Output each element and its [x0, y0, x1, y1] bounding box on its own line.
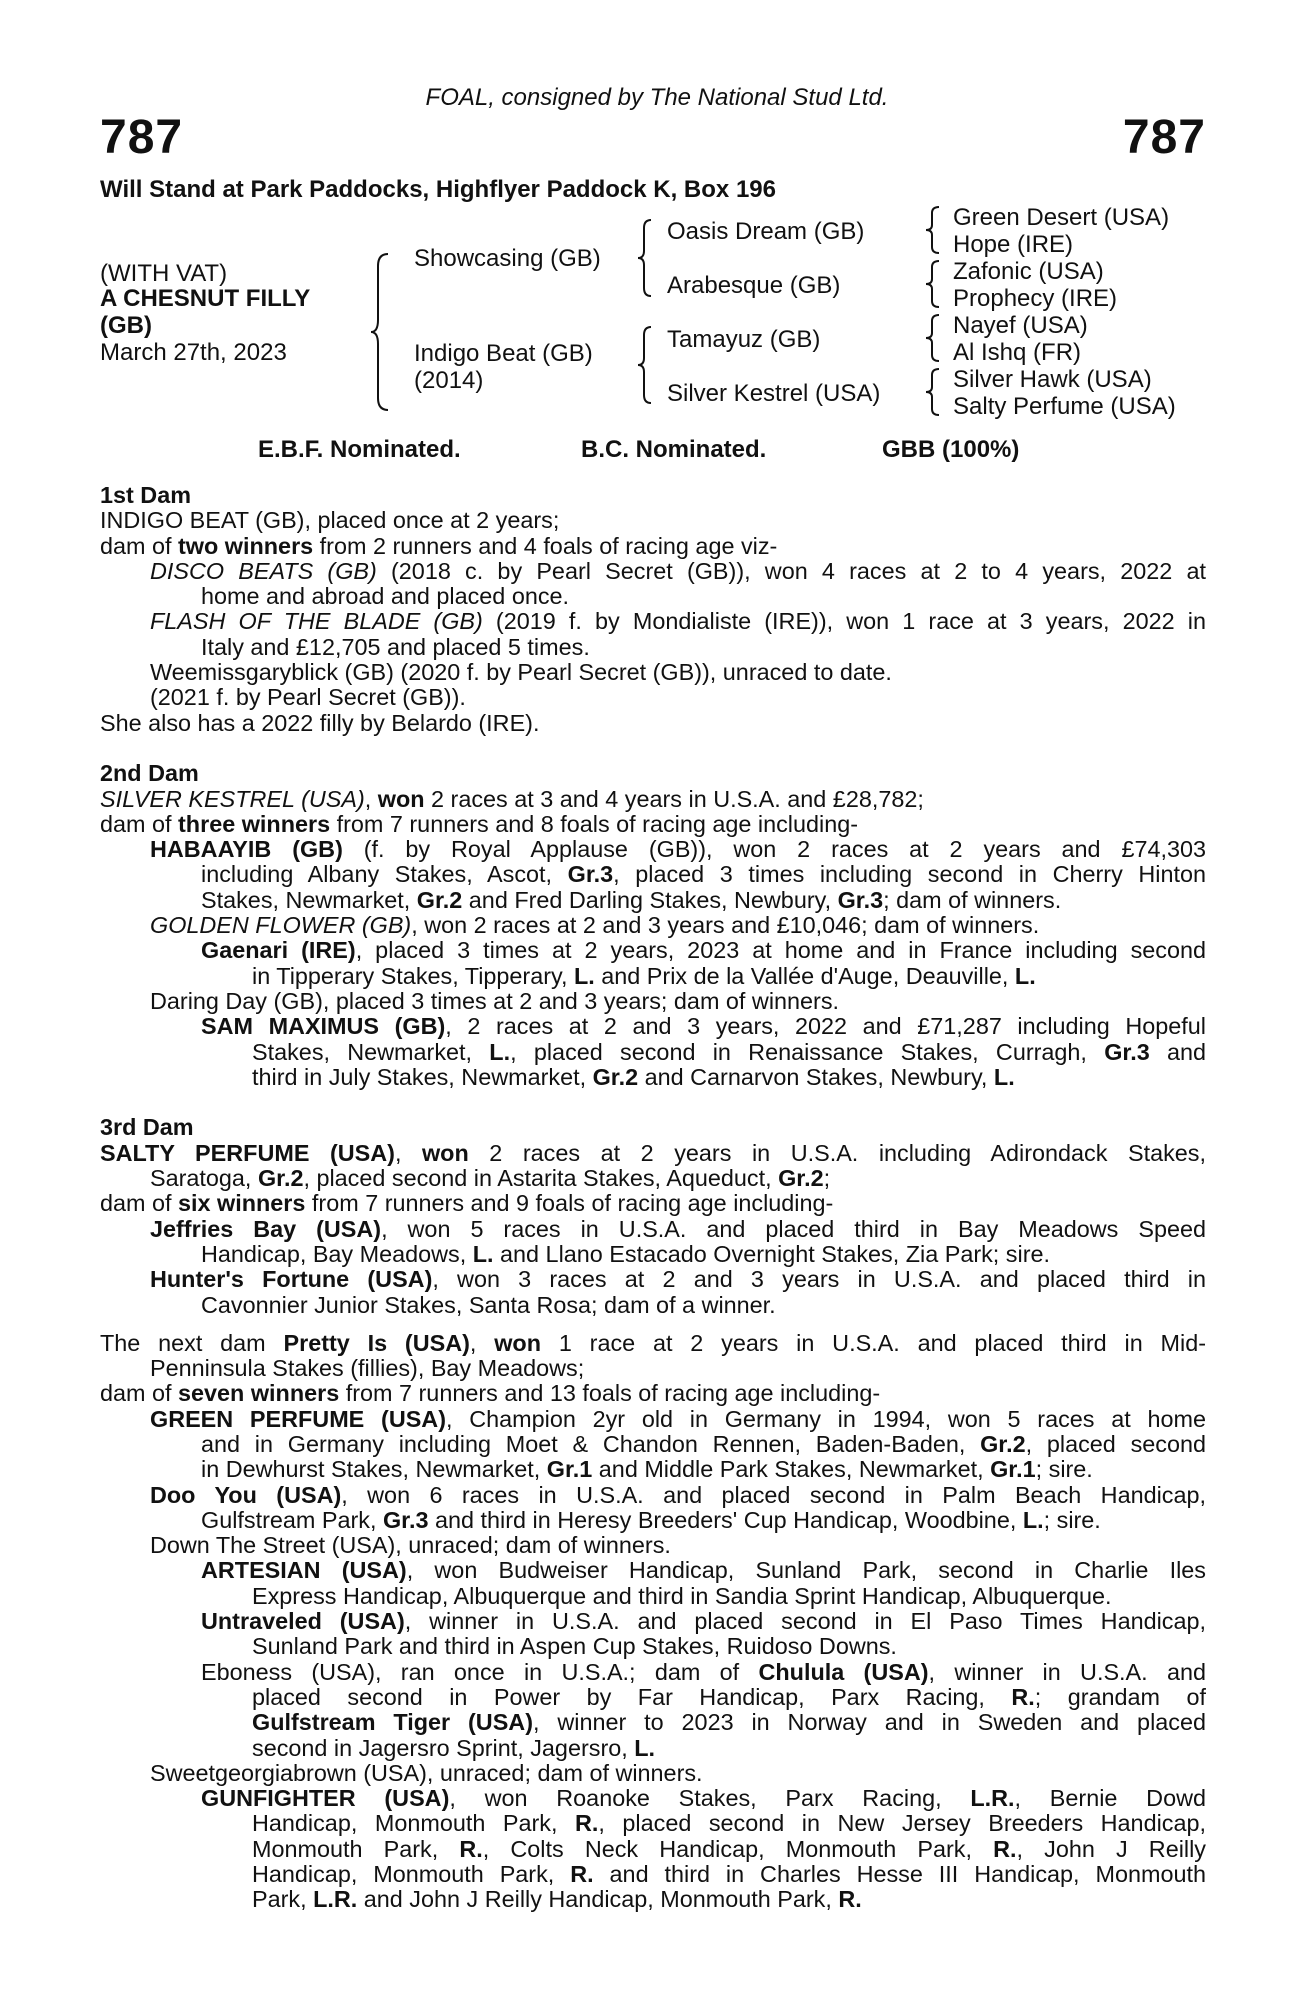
text-line: GUNFIGHTER (USA), won Roanoke Stakes, Parx Racing, L.R., Bernie Dowd: [201, 1786, 1206, 1812]
text-line: Handicap, Monmouth Park, R. and third in Charles Hesse III Handicap, Monmouth: [252, 1862, 1206, 1888]
text-line: dam of three winners from 7 runners and 8 foals of racing age including-: [100, 810, 858, 837]
gbb-status: GBB (100%): [882, 436, 1020, 463]
text-line: third in July Stakes, Newmarket, Gr.2 and Carnarvon Stakes, Newbury, L.: [252, 1063, 1015, 1090]
text-line: SAM MAXIMUS (GB), 2 races at 2 and 3 years, 2022 and £71,287 including Hopeful: [201, 1014, 1206, 1040]
sire-name: Showcasing (GB): [414, 245, 601, 272]
ebf-nomination: E.B.F. Nominated.: [258, 436, 461, 463]
text-line: home and abroad and placed once.: [201, 583, 570, 610]
first-dam-section: [100, 483, 1206, 736]
third-dam-section: [100, 1115, 1206, 1317]
ggp-4: Prophecy (IRE): [953, 285, 1118, 312]
text-line: Stakes, Newmarket, L., placed second in Renaissance Stakes, Curragh, Gr.3 and: [252, 1039, 1206, 1065]
foaling-date: March 27th, 2023: [100, 339, 287, 366]
text-line: Penninsula Stakes (fillies), Bay Meadows;: [150, 1355, 585, 1382]
section-heading: 1st Dam: [100, 482, 192, 508]
lot-description-line1: A CHESNUT FILLY: [100, 285, 311, 312]
text-line: Handicap, Bay Meadows, L. and Llano Estacado Overnight Stakes, Zia Park; sire.: [201, 1240, 1050, 1267]
catalogue-body: [100, 483, 1206, 1913]
sire-sire: Oasis Dream (GB): [667, 218, 865, 245]
text-line: Park, L.R. and John J Reilly Handicap, Monmouth Park, R.: [252, 1886, 862, 1913]
text-line: and in Germany including Moet & Chandon Rennen, Baden-Baden, Gr.2, placed second: [201, 1431, 1206, 1457]
text-line: second in Jagersro Sprint, Jagersro, L.: [252, 1734, 656, 1761]
next-dam-section: [100, 1331, 1206, 1913]
text-line: placed second in Power by Far Handicap, Parx Racing, R.; grandam of: [252, 1684, 1206, 1710]
text-line: Sweetgeorgiabrown (USA), unraced; dam of winners.: [150, 1759, 703, 1786]
consignment-line: FOAL, consigned by The National Stud Ltd.: [425, 84, 889, 111]
text-line: Sunland Park and third in Aspen Cup Stakes, Ruidoso Downs.: [252, 1633, 897, 1660]
text-line: DISCO BEATS (GB) (2018 c. by Pearl Secret (GB)), won 4 races at 2 to 4 years, 2022 at: [150, 558, 1206, 584]
dam-sire: Tamayuz (GB): [667, 326, 821, 353]
ggp-8: Salty Perfume (USA): [953, 393, 1176, 420]
lot-description-line2: (GB): [100, 312, 152, 339]
pedigree-brace: [925, 205, 941, 255]
text-line: dam of six winners from 7 runners and 9 foals of racing age including-: [100, 1190, 834, 1217]
ggp-5: Nayef (USA): [953, 312, 1088, 339]
text-line: dam of two winners from 2 runners and 4 foals of racing age viz-: [100, 532, 778, 559]
text-line: Cavonnier Junior Stakes, Santa Rosa; dam of a winner.: [201, 1291, 776, 1318]
pedigree-brace: [637, 325, 653, 405]
text-line: Down The Street (USA), unraced; dam of winners.: [150, 1532, 671, 1559]
pedigree-brace: [370, 252, 390, 412]
text-line: INDIGO BEAT (GB), placed once at 2 years;: [100, 507, 560, 534]
text-line: GREEN PERFUME (USA), Champion 2yr old in Germany in 1994, won 5 races at home: [150, 1406, 1206, 1432]
dam-year: (2014): [414, 367, 484, 394]
text-line: Untraveled (USA), winner in U.S.A. and placed second in El Paso Times Handicap,: [201, 1609, 1206, 1635]
stand-location: Will Stand at Park Paddocks, Highflyer Paddock K, Box 196: [100, 176, 776, 203]
dam-name: Indigo Beat (GB): [414, 340, 593, 367]
lot-number-left: 787: [100, 111, 184, 164]
bc-nomination: B.C. Nominated.: [581, 436, 767, 463]
text-line: Stakes, Newmarket, Gr.2 and Fred Darling Stakes, Newbury, Gr.3; dam of winners.: [201, 886, 1062, 913]
text-line: in Dewhurst Stakes, Newmarket, Gr.1 and Middle Park Stakes, Newmarket, Gr.1; sire.: [201, 1456, 1093, 1483]
text-line: Weemissgaryblick (GB) (2020 f. by Pearl Secret (GB)), unraced to date.: [150, 659, 892, 686]
text-line: The next dam Pretty Is (USA), won 1 race at 2 years in U.S.A. and placed third in Mid-: [100, 1330, 1206, 1356]
pedigree-brace: [925, 259, 941, 309]
pedigree-brace: [925, 313, 941, 363]
text-line: in Tipperary Stakes, Tipperary, L. and Prix de la Vallée d'Auge, Deauville, L.: [252, 962, 1036, 989]
text-line: ARTESIAN (USA), won Budweiser Handicap, Sunland Park, second in Charlie Iles: [201, 1558, 1206, 1584]
dam-dam: Silver Kestrel (USA): [667, 380, 881, 407]
text-line: SILVER KESTREL (USA), won 2 races at 3 and 4 years in U.S.A. and £28,782;: [100, 785, 924, 812]
text-line: Jeffries Bay (USA), won 5 races in U.S.A. and placed third in Bay Meadows Speed: [150, 1216, 1206, 1242]
lot-number-right: 787: [1122, 111, 1206, 164]
text-line: Saratoga, Gr.2, placed second in Astarita Stakes, Aqueduct, Gr.2;: [150, 1165, 831, 1192]
second-dam-section: [100, 761, 1206, 1090]
text-line: FLASH OF THE BLADE (GB) (2019 f. by Mondialiste (IRE)), won 1 race at 3 years, 2022 in: [150, 609, 1206, 635]
vat-note: (WITH VAT): [100, 260, 228, 287]
ggp-6: Al Ishq (FR): [953, 339, 1082, 366]
text-line: Gulfstream Tiger (USA), winner to 2023 in Norway and in Sweden and placed: [252, 1710, 1206, 1736]
ggp-7: Silver Hawk (USA): [953, 366, 1152, 393]
text-line: She also has a 2022 filly by Belardo (IRE).: [100, 709, 540, 736]
ggp-2: Hope (IRE): [953, 231, 1074, 258]
section-heading: 2nd Dam: [100, 760, 199, 787]
text-line: Express Handicap, Albuquerque and third in Sandia Sprint Handicap, Albuquerque.: [252, 1582, 1112, 1609]
ggp-1: Green Desert (USA): [953, 204, 1170, 231]
text-line: Italy and £12,705 and placed 5 times.: [201, 633, 590, 660]
text-line: SALTY PERFUME (USA), won 2 races at 2 years in U.S.A. including Adirondack Stakes,: [100, 1140, 1206, 1166]
text-line: dam of seven winners from 7 runners and 13 foals of racing age including-: [100, 1380, 881, 1407]
text-line: Gulfstream Park, Gr.3 and third in Heresy Breeders' Cup Handicap, Woodbine, L.; sire.: [201, 1506, 1101, 1533]
sire-dam: Arabesque (GB): [667, 272, 841, 299]
text-line: including Albany Stakes, Ascot, Gr.3, placed 3 times including second in Cherry Hinton: [201, 862, 1206, 888]
pedigree-brace: [637, 218, 653, 298]
text-line: Doo You (USA), won 6 races in U.S.A. and placed second in Palm Beach Handicap,: [150, 1482, 1206, 1508]
text-line: GOLDEN FLOWER (GB), won 2 races at 2 and 3 years and £10,046; dam of winners.: [150, 912, 1040, 939]
text-line: Daring Day (GB), placed 3 times at 2 and 3 years; dam of winners.: [150, 987, 840, 1014]
section-heading: 3rd Dam: [100, 1114, 194, 1141]
text-line: Handicap, Monmouth Park, R., placed second in New Jersey Breeders Handicap,: [252, 1811, 1206, 1837]
text-line: Hunter's Fortune (USA), won 3 races at 2 and 3 years in U.S.A. and placed third in: [150, 1267, 1206, 1293]
text-line: HABAAYIB (GB) (f. by Royal Applause (GB)), won 2 races at 2 years and £74,303: [150, 837, 1206, 863]
text-line: Eboness (USA), ran once in U.S.A.; dam of Chulula (USA), winner in U.S.A. and: [201, 1659, 1206, 1685]
text-line: Gaenari (IRE), placed 3 times at 2 years, 2023 at home and in France including second: [201, 938, 1206, 964]
text-line: Monmouth Park, R., Colts Neck Handicap, Monmouth Park, R., John J Reilly: [252, 1836, 1206, 1862]
ggp-3: Zafonic (USA): [953, 258, 1104, 285]
pedigree-brace: [925, 367, 941, 417]
text-line: (2021 f. by Pearl Secret (GB)).: [150, 684, 466, 711]
